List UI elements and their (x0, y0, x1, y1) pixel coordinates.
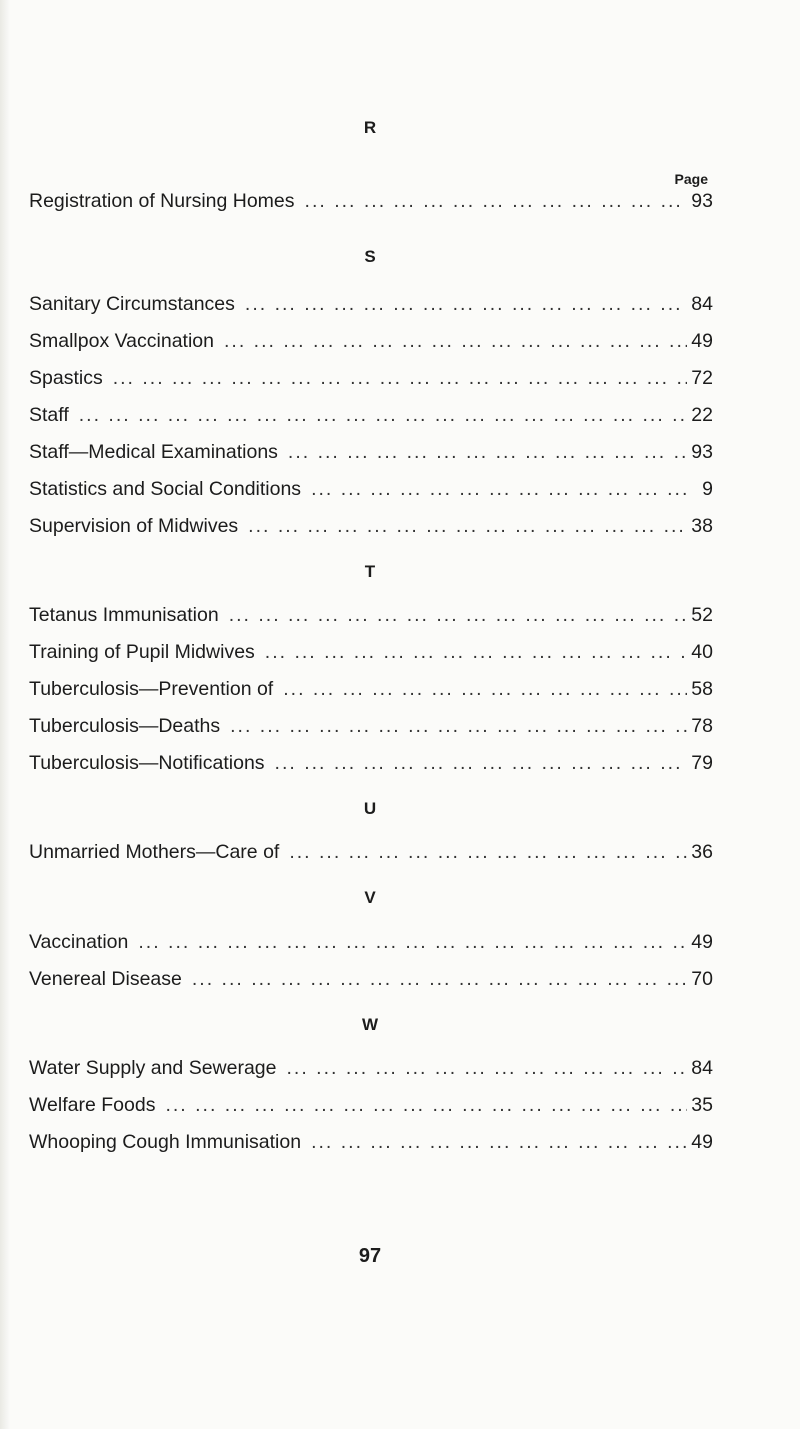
dot-leader (230, 714, 687, 738)
index-entry (29, 967, 713, 991)
entry-page-number: 84 (691, 293, 713, 315)
entry-page-number: 72 (691, 367, 713, 389)
entry-page-number: 49 (691, 330, 713, 352)
entry-label: Sanitary Circumstances (29, 293, 235, 315)
index-entry (29, 840, 713, 864)
section-letter-w: W (361, 1015, 379, 1034)
entry-label: Unmarried Mothers—Care of (29, 841, 280, 863)
entry-label: Tuberculosis—Prevention of (29, 678, 274, 700)
index-entry (29, 640, 713, 664)
dot-leader (138, 930, 687, 954)
index-entry (29, 514, 713, 538)
entry-label: Staff (29, 404, 69, 426)
index-entry (29, 930, 713, 954)
dot-leader (224, 329, 687, 353)
entry-label: Tetanus Immunisation (29, 604, 219, 626)
dot-leader (245, 292, 687, 316)
entry-page-number: 52 (691, 604, 713, 626)
index-entry (29, 329, 713, 353)
entry-page-number: 70 (691, 968, 713, 990)
entry-label: Statistics and Social Conditions (29, 478, 302, 500)
dot-leader (288, 440, 687, 464)
dot-leader (229, 603, 687, 627)
dot-leader (275, 751, 687, 775)
entry-label: Supervision of Midwives (29, 515, 239, 537)
dot-leader (289, 840, 687, 864)
index-entry (29, 440, 713, 464)
section-letter-u: U (363, 799, 377, 818)
index-entry (29, 189, 713, 213)
section-letter-r: R (363, 118, 377, 137)
index-entry (29, 1093, 713, 1117)
dot-leader (265, 640, 687, 664)
entry-label: Staff—Medical Examinations (29, 441, 278, 463)
dot-leader (287, 1056, 687, 1080)
entry-page-number: 58 (691, 678, 713, 700)
section-letter-t: T (364, 562, 376, 581)
entry-page-number: 9 (702, 478, 713, 500)
footer-page-number: 97 (358, 1245, 382, 1267)
index-entry (29, 714, 713, 738)
index-entry (29, 477, 713, 501)
entry-label: Vaccination (29, 931, 129, 953)
entry-label: Spastics (29, 367, 103, 389)
entry-page-number: 78 (691, 715, 713, 737)
entry-label: Tuberculosis—Deaths (29, 715, 221, 737)
entry-page-number: 79 (691, 752, 713, 774)
entry-label: Whooping Cough Immunisation (29, 1131, 302, 1153)
entry-page-number: 93 (691, 441, 713, 463)
dot-leader (283, 677, 687, 701)
index-entry (29, 751, 713, 775)
dot-leader (192, 967, 687, 991)
dot-leader (248, 514, 687, 538)
entry-page-number: 36 (691, 841, 713, 863)
dot-leader (113, 366, 687, 390)
index-entry (29, 677, 713, 701)
section-letter-v: V (364, 888, 376, 907)
entry-label: Tuberculosis—Notifications (29, 752, 265, 774)
entry-page-number: 35 (691, 1094, 713, 1116)
entry-label: Water Supply and Sewerage (29, 1057, 277, 1079)
scan-edge-shadow (0, 0, 10, 1429)
section-letter-s: S (364, 247, 376, 266)
dot-leader (165, 1093, 687, 1117)
index-entry (29, 292, 713, 316)
page-column-header: Page (674, 171, 708, 187)
dot-leader (305, 189, 687, 213)
entry-page-number: 49 (691, 1131, 713, 1153)
entry-label: Registration of Nursing Homes (29, 190, 295, 212)
entry-page-number: 22 (691, 404, 713, 426)
entry-page-number: 38 (691, 515, 713, 537)
entry-page-number: 84 (691, 1057, 713, 1079)
index-entry (29, 1056, 713, 1080)
index-entry (29, 366, 713, 390)
entry-page-number: 49 (691, 931, 713, 953)
entry-label: Welfare Foods (29, 1094, 156, 1116)
index-entry (29, 1130, 713, 1154)
entry-page-number: 40 (691, 641, 713, 663)
entry-label: Smallpox Vaccination (29, 330, 214, 352)
dot-leader (79, 403, 687, 427)
index-entry (29, 603, 713, 627)
entry-page-number: 93 (691, 190, 713, 212)
dot-leader (311, 477, 687, 501)
index-entry (29, 403, 713, 427)
entry-label: Venereal Disease (29, 968, 182, 990)
dot-leader (311, 1130, 687, 1154)
entry-label: Training of Pupil Midwives (29, 641, 255, 663)
